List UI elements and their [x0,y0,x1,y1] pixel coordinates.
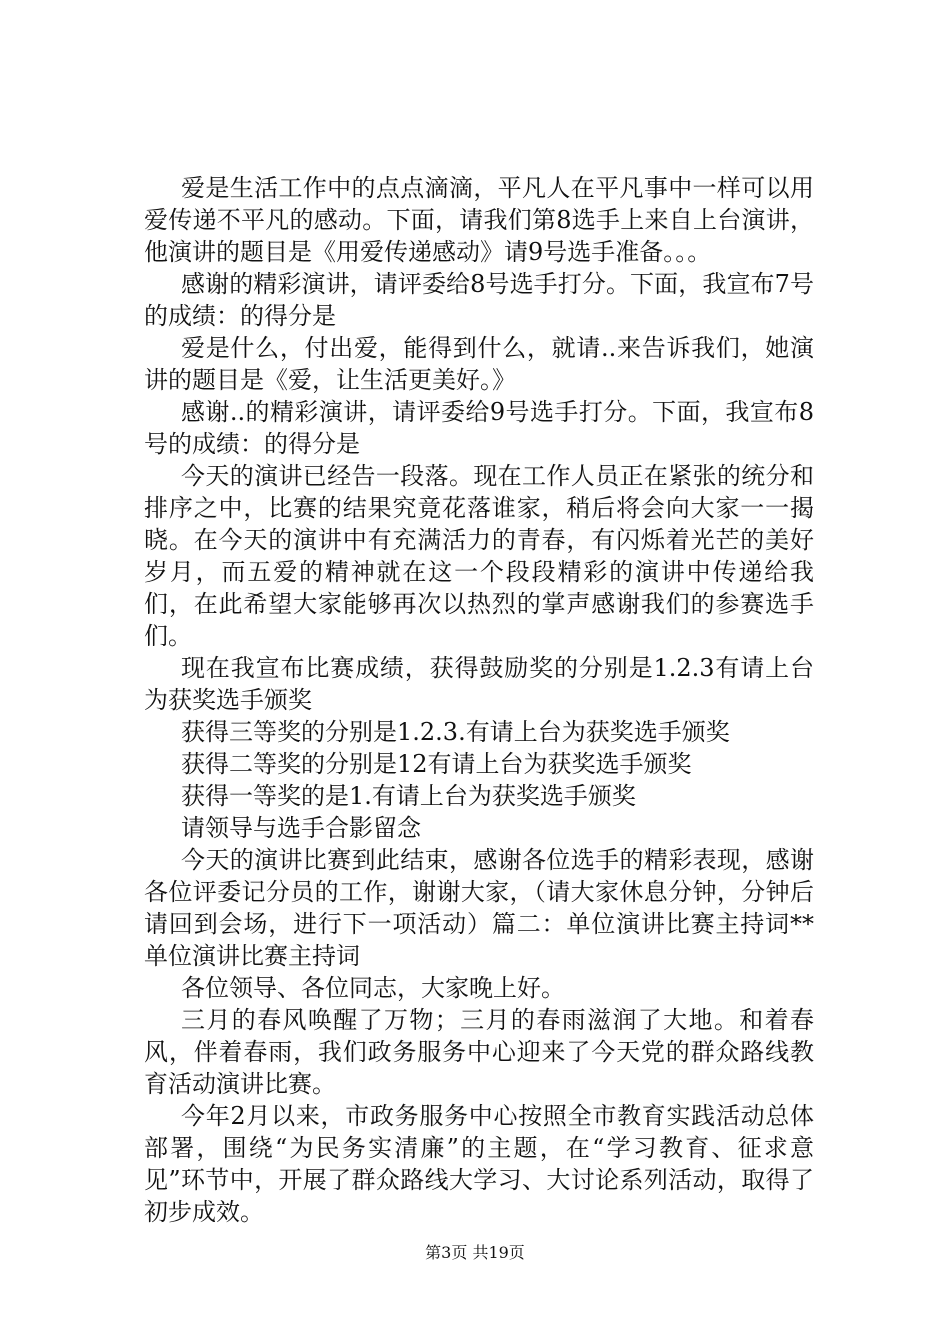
page-number-footer: 第3页 共19页 [425,1243,525,1262]
document-body [144,172,814,1228]
paragraph: 今年2月以来，市政务服务中心按照全市教育实践活动总体部署，围绕“为民务实清廉”的主题，在“学习教育、征求意见”环节中，开展了群众路线大学习、大讨论系列活动，取得了初步成效。 [144,1102,814,1226]
paragraph: 今天的演讲比赛到此结束，感谢各位选手的精彩表现，感谢各位评委记分员的工作，谢谢大家，（请大家休息分钟，分钟后请回到会场，进行下一项活动）篇二：单位演讲比赛主持词**单位演讲比赛主持词 [144,846,814,970]
paragraph: 获得三等奖的分别是1.2.3.有请上台为获奖选手颁奖 [181,718,730,746]
paragraph: 感谢的精彩演讲，请评委给8号选手打分。下面，我宣布7号的成绩：的得分是 [144,270,814,330]
paragraph: 三月的春风唤醒了万物；三月的春雨滋润了大地。和着春风，伴着春雨，我们政务服务中心迎来了今天党的群众路线教育活动演讲比赛。 [144,1006,814,1098]
paragraph: 爱是什么，付出爱，能得到什么，就请..来告诉我们，她演讲的题目是《爱，让生活更美好。》 [144,334,814,394]
paragraph: 请领导与选手合影留念 [181,814,421,842]
paragraph: 今天的演讲已经告一段落。现在工作人员正在紧张的统分和排序之中，比赛的结果究竟花落谁家，稍后将会向大家一一揭晓。在今天的演讲中有充满活力的青春，有闪烁着光芒的美好岁月，而五爱的精神就在这一个段段精彩的演讲中传递给我们，在此希望大家能够再次以热烈的掌声感谢我们的参赛选手们。 [144,462,814,650]
paragraph: 感谢..的精彩演讲，请评委给9号选手打分。下面，我宣布8号的成绩：的得分是 [144,398,814,458]
paragraph: 获得二等奖的分别是12有请上台为获奖选手颁奖 [181,750,692,778]
paragraph: 现在我宣布比赛成绩，获得鼓励奖的分别是1.2.3有请上台为获奖选手颁奖 [144,654,814,714]
paragraph: 爱是生活工作中的点点滴滴，平凡人在平凡事中一样可以用爱传递不平凡的感动。下面，请我们第8选手上来自上台演讲，他演讲的题目是《用爱传递感动》请9号选手准备。。。 [144,174,814,266]
paragraph: 获得一等奖的是1.有请上台为获奖选手颁奖 [181,782,636,810]
paragraph: 各位领导、各位同志，大家晚上好。 [181,974,565,1002]
